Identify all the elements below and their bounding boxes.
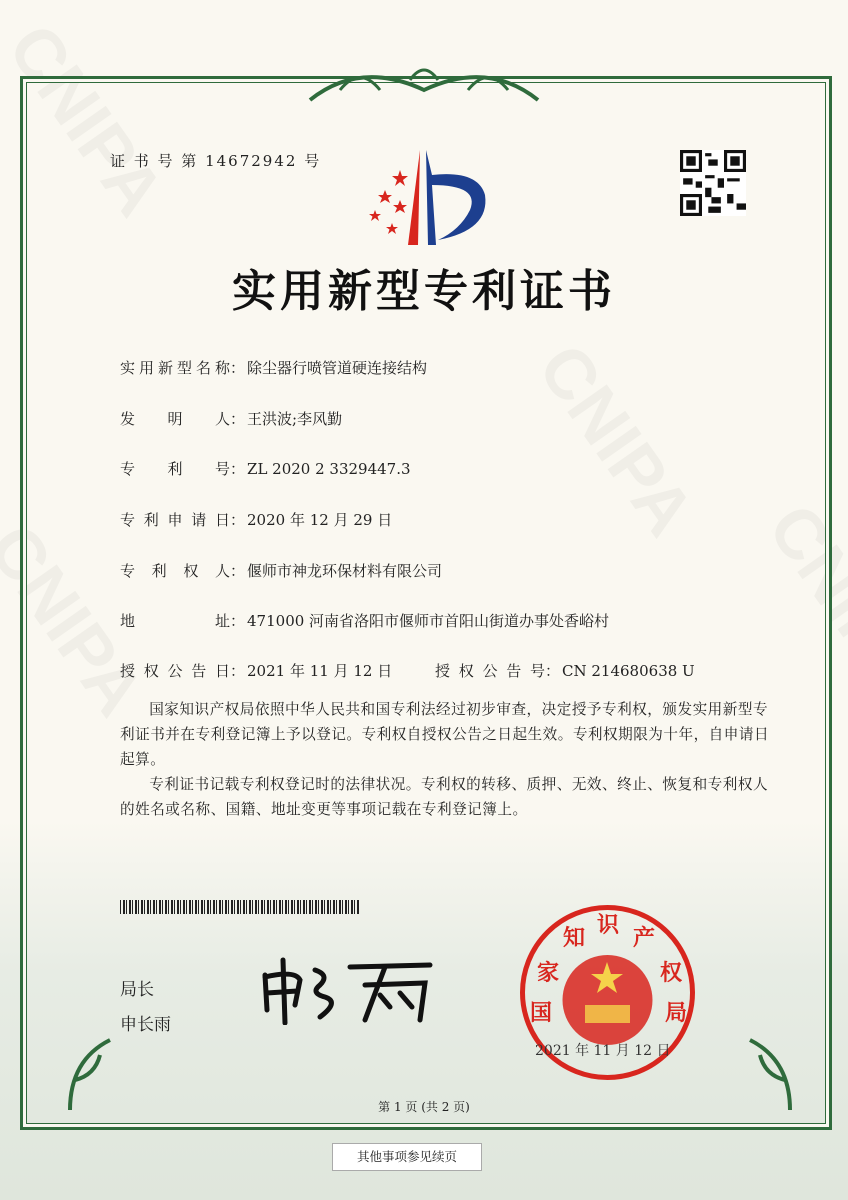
field-value: 偃师市神龙环保材料有限公司 (247, 562, 443, 580)
field-value: 471000 河南省洛阳市偃师市首阳山街道办事处香峪村 (247, 612, 610, 630)
field-value: 2021 年 11 月 12 日 (247, 662, 393, 680)
seal-date: 2021 年 11 月 12 日 (535, 1043, 671, 1059)
svg-text:局: 局 (665, 1001, 688, 1026)
continued-note: 其他事项参见续页 (332, 1143, 482, 1171)
qr-code (680, 150, 746, 216)
field-value: 王洪波;李风勤 (247, 410, 343, 428)
svg-text:产: 产 (633, 926, 656, 951)
field-value: 除尘器行喷管道硬连接结构 (247, 359, 428, 377)
page-number: 第 1 页 (共 2 页) (378, 1100, 470, 1114)
field-value: CN 214680638 U (562, 662, 695, 680)
field-label: 授权公告号 (435, 662, 545, 680)
field-label: 地址 (120, 612, 230, 630)
svg-text:国: 国 (530, 1001, 553, 1026)
barcode (120, 900, 360, 914)
svg-text:识: 识 (597, 913, 620, 938)
ornament-top (300, 60, 548, 110)
field-label: 发明人 (120, 410, 230, 428)
signatory-name: 申长雨 (120, 1015, 171, 1035)
field-label: 专利号 (120, 460, 230, 478)
svg-text:知: 知 (563, 926, 586, 951)
field-utility-model-name: 实用新型名称： 除尘器行喷管道硬连接结构 (120, 359, 428, 377)
field-label: 专利权人 (120, 562, 230, 580)
svg-text:家: 家 (537, 961, 560, 986)
field-value: 2020 年 12 月 29 日 (247, 511, 393, 529)
field-address: 地址： 471000 河南省洛阳市偃师市首阳山街道办事处香峪村 (120, 612, 610, 630)
paragraph-legal-status: 专利证书记载专利权登记时的法律状况。专利权的转移、质押、无效、终止、恢复和专利权人的姓名或名称、国籍、地址变更等事项记载在专利登记簿上。 (120, 776, 769, 818)
cnipa-logo (360, 145, 490, 250)
field-patentee: 专利权人： 偃师市神龙环保材料有限公司 (120, 562, 443, 580)
field-label: 实用新型名称 (120, 359, 230, 377)
handwritten-signature (255, 955, 440, 1025)
certificate-number: 证 书 号 第 14672942 号 (110, 152, 322, 170)
field-label: 授权公告日 (120, 662, 230, 680)
field-announcement-number: 授权公告号： CN 214680638 U (435, 662, 695, 680)
document-title: 实用新型专利证书 (232, 266, 616, 317)
paragraph-grant-statement: 国家知识产权局依照中华人民共和国专利法经过初步审查，决定授予专利权，颁发实用新型专利证书并在专利登记簿上予以登记。专利权自授权公告之日起生效。专利权期限为十年，自申请日起算。 (120, 701, 770, 768)
field-value: ZL 2020 2 3329447.3 (247, 460, 411, 478)
field-label: 专利申请日 (120, 511, 230, 529)
field-grant-date: 授权公告日： 2021 年 11 月 12 日 (120, 662, 393, 680)
field-inventors: 发明人： 王洪波;李风勤 (120, 410, 343, 428)
svg-text:权: 权 (660, 961, 683, 986)
signatory-title: 局长 (120, 980, 154, 1000)
field-application-date: 专利申请日： 2020 年 12 月 29 日 (120, 511, 393, 529)
field-patent-number: 专利号： ZL 2020 2 3329447.3 (120, 460, 411, 478)
